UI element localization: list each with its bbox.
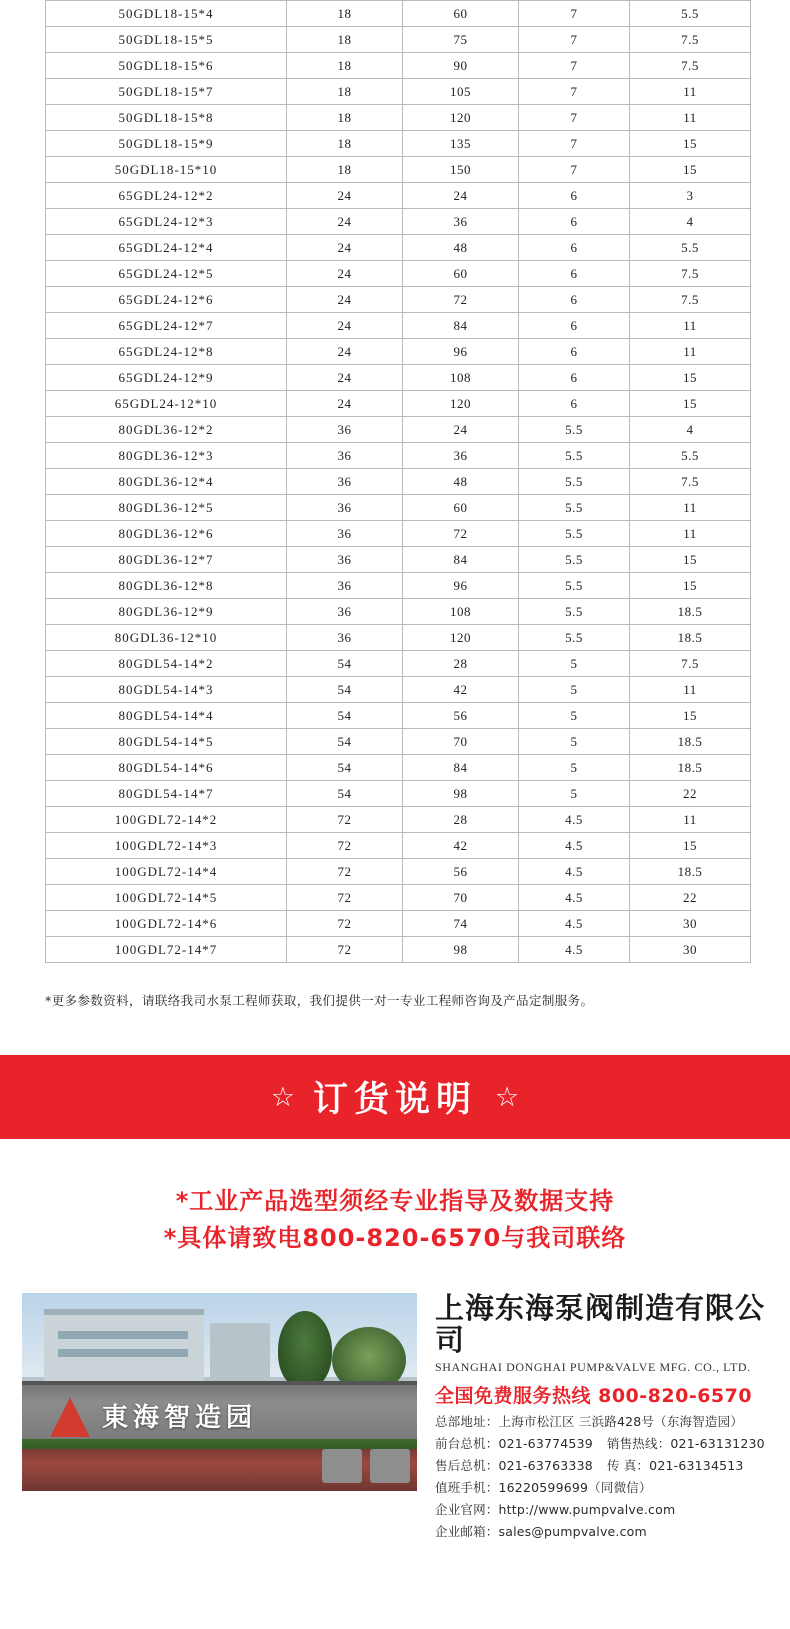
company-fax: 传 真：021-63134513 bbox=[606, 1458, 744, 1474]
table-cell: 150 bbox=[403, 157, 519, 183]
table-cell: 28 bbox=[403, 807, 519, 833]
table-cell: 74 bbox=[403, 911, 519, 937]
table-cell: 36 bbox=[287, 521, 403, 547]
table-cell: 80GDL54-14*4 bbox=[46, 703, 287, 729]
table-cell: 15 bbox=[630, 573, 751, 599]
table-row bbox=[46, 599, 751, 625]
table-row bbox=[46, 1, 751, 27]
table-cell: 50GDL18-15*4 bbox=[46, 1, 287, 27]
table-cell: 7.5 bbox=[630, 287, 751, 313]
table-cell: 4 bbox=[630, 417, 751, 443]
table-cell: 80GDL36-12*10 bbox=[46, 625, 287, 651]
table-cell: 11 bbox=[630, 521, 751, 547]
table-footnote: *更多参数资料，请联络我司水泵工程师获取，我们提供一对一专业工程师咨询及产品定制服务。 bbox=[45, 993, 594, 1008]
table-cell: 6 bbox=[519, 287, 630, 313]
table-cell: 22 bbox=[630, 885, 751, 911]
company-name-cn: 上海东海泵阀制造有限公司 bbox=[435, 1291, 766, 1358]
table-cell: 80GDL36-12*4 bbox=[46, 469, 287, 495]
photo-building-secondary bbox=[210, 1323, 270, 1381]
table-cell: 36 bbox=[287, 547, 403, 573]
company-info bbox=[417, 1293, 768, 1540]
table-cell: 50GDL18-15*6 bbox=[46, 53, 287, 79]
table-cell: 11 bbox=[630, 677, 751, 703]
table-cell: 54 bbox=[287, 703, 403, 729]
table-cell: 11 bbox=[630, 105, 751, 131]
pump-spec-table bbox=[45, 0, 751, 963]
table-cell: 84 bbox=[403, 755, 519, 781]
photo-planter-2 bbox=[370, 1449, 410, 1483]
table-row bbox=[46, 573, 751, 599]
table-cell: 50GDL18-15*9 bbox=[46, 131, 287, 157]
table-cell: 5 bbox=[519, 755, 630, 781]
table-cell: 90 bbox=[403, 53, 519, 79]
table-cell: 65GDL24-12*3 bbox=[46, 209, 287, 235]
table-row bbox=[46, 833, 751, 859]
table-row bbox=[46, 755, 751, 781]
table-cell: 3 bbox=[630, 183, 751, 209]
table-cell: 50GDL18-15*10 bbox=[46, 157, 287, 183]
table-cell: 6 bbox=[519, 391, 630, 417]
photo-planter-1 bbox=[322, 1449, 362, 1483]
table-row bbox=[46, 365, 751, 391]
table-cell: 65GDL24-12*2 bbox=[46, 183, 287, 209]
table-cell: 7 bbox=[519, 105, 630, 131]
table-cell: 15 bbox=[630, 365, 751, 391]
factory-photo bbox=[22, 1293, 417, 1491]
company-hotline: 全国免费服务热线 800-820-6570 bbox=[435, 1385, 753, 1408]
table-cell: 24 bbox=[287, 261, 403, 287]
table-cell: 36 bbox=[403, 209, 519, 235]
table-row bbox=[46, 651, 751, 677]
table-cell: 5 bbox=[519, 729, 630, 755]
table-cell: 54 bbox=[287, 729, 403, 755]
table-cell: 5.5 bbox=[519, 443, 630, 469]
table-cell: 70 bbox=[403, 885, 519, 911]
table-cell: 18.5 bbox=[630, 599, 751, 625]
table-cell: 4.5 bbox=[519, 911, 630, 937]
table-cell: 15 bbox=[630, 157, 751, 183]
table-cell: 11 bbox=[630, 79, 751, 105]
table-cell: 100GDL72-14*3 bbox=[46, 833, 287, 859]
table-cell: 36 bbox=[403, 443, 519, 469]
company-address: 总部地址：上海市松江区 三浜路428号（东海智造园） bbox=[435, 1414, 744, 1430]
table-row bbox=[46, 911, 751, 937]
table-cell: 7.5 bbox=[630, 651, 751, 677]
table-cell: 24 bbox=[287, 235, 403, 261]
table-cell: 18.5 bbox=[630, 625, 751, 651]
table-row bbox=[46, 469, 751, 495]
table-cell: 22 bbox=[630, 781, 751, 807]
table-row bbox=[46, 235, 751, 261]
table-cell: 80GDL54-14*5 bbox=[46, 729, 287, 755]
table-cell: 15 bbox=[630, 131, 751, 157]
table-cell: 108 bbox=[403, 599, 519, 625]
table-cell: 4.5 bbox=[519, 885, 630, 911]
table-cell: 72 bbox=[287, 911, 403, 937]
table-cell: 72 bbox=[287, 833, 403, 859]
table-cell: 72 bbox=[403, 521, 519, 547]
table-cell: 42 bbox=[403, 833, 519, 859]
table-cell: 5 bbox=[519, 651, 630, 677]
table-cell: 65GDL24-12*6 bbox=[46, 287, 287, 313]
table-cell: 18 bbox=[287, 53, 403, 79]
photo-park-name: 東海智造园 bbox=[102, 1403, 258, 1434]
table-row bbox=[46, 885, 751, 911]
table-cell: 65GDL24-12*5 bbox=[46, 261, 287, 287]
table-cell: 6 bbox=[519, 235, 630, 261]
table-cell: 48 bbox=[403, 235, 519, 261]
table-cell: 5.5 bbox=[519, 625, 630, 651]
company-phone-row-1 bbox=[435, 1434, 768, 1452]
star-icon-left: ☆ bbox=[270, 1081, 295, 1112]
table-cell: 24 bbox=[287, 391, 403, 417]
footer bbox=[0, 1293, 790, 1568]
table-row bbox=[46, 807, 751, 833]
table-cell: 24 bbox=[403, 183, 519, 209]
table-cell: 80GDL36-12*7 bbox=[46, 547, 287, 573]
table-row bbox=[46, 521, 751, 547]
company-email[interactable]: 企业邮箱：sales@pumpvalve.com bbox=[435, 1524, 647, 1540]
table-cell: 5.5 bbox=[519, 495, 630, 521]
table-cell: 5 bbox=[519, 703, 630, 729]
table-cell: 80GDL36-12*3 bbox=[46, 443, 287, 469]
table-cell: 15 bbox=[630, 391, 751, 417]
table-cell: 28 bbox=[403, 651, 519, 677]
table-cell: 7.5 bbox=[630, 27, 751, 53]
table-cell: 70 bbox=[403, 729, 519, 755]
table-row bbox=[46, 443, 751, 469]
table-cell: 4.5 bbox=[519, 833, 630, 859]
table-cell: 80GDL36-12*5 bbox=[46, 495, 287, 521]
table-row bbox=[46, 677, 751, 703]
table-cell: 11 bbox=[630, 495, 751, 521]
table-cell: 80GDL54-14*7 bbox=[46, 781, 287, 807]
table-cell: 15 bbox=[630, 703, 751, 729]
table-cell: 48 bbox=[403, 469, 519, 495]
table-row bbox=[46, 781, 751, 807]
table-cell: 4.5 bbox=[519, 937, 630, 963]
table-row bbox=[46, 495, 751, 521]
company-phone-row-2 bbox=[435, 1456, 768, 1474]
table-row bbox=[46, 417, 751, 443]
table-cell: 30 bbox=[630, 911, 751, 937]
table-cell: 50GDL18-15*5 bbox=[46, 27, 287, 53]
table-cell: 18 bbox=[287, 157, 403, 183]
order-notes bbox=[0, 1183, 790, 1257]
table-cell: 65GDL24-12*9 bbox=[46, 365, 287, 391]
table-row bbox=[46, 937, 751, 963]
table-cell: 11 bbox=[630, 339, 751, 365]
table-cell: 24 bbox=[287, 287, 403, 313]
table-cell: 18.5 bbox=[630, 755, 751, 781]
table-cell: 54 bbox=[287, 651, 403, 677]
order-note-line-1: *工业产品选型须经专业指导及数据支持 bbox=[175, 1187, 615, 1215]
table-cell: 36 bbox=[287, 599, 403, 625]
table-cell: 80GDL36-12*9 bbox=[46, 599, 287, 625]
table-cell: 18.5 bbox=[630, 729, 751, 755]
table-cell: 15 bbox=[630, 833, 751, 859]
table-cell: 120 bbox=[403, 625, 519, 651]
table-cell: 18 bbox=[287, 27, 403, 53]
table-cell: 24 bbox=[287, 339, 403, 365]
table-cell: 18.5 bbox=[630, 859, 751, 885]
table-cell: 84 bbox=[403, 547, 519, 573]
table-cell: 5.5 bbox=[519, 521, 630, 547]
table-row bbox=[46, 625, 751, 651]
table-cell: 75 bbox=[403, 27, 519, 53]
table-row bbox=[46, 53, 751, 79]
table-cell: 80GDL54-14*3 bbox=[46, 677, 287, 703]
table-cell: 5 bbox=[519, 781, 630, 807]
table-cell: 72 bbox=[287, 937, 403, 963]
table-cell: 96 bbox=[403, 339, 519, 365]
photo-building-main bbox=[44, 1309, 204, 1387]
table-row bbox=[46, 105, 751, 131]
table-cell: 80GDL36-12*6 bbox=[46, 521, 287, 547]
table-cell: 60 bbox=[403, 495, 519, 521]
table-cell: 84 bbox=[403, 313, 519, 339]
table-cell: 7 bbox=[519, 1, 630, 27]
table-cell: 18 bbox=[287, 131, 403, 157]
table-cell: 36 bbox=[287, 573, 403, 599]
table-cell: 7.5 bbox=[630, 53, 751, 79]
company-name-en: SHANGHAI DONGHAI PUMP&VALVE MFG. CO., LTD. bbox=[435, 1360, 751, 1375]
table-cell: 54 bbox=[287, 677, 403, 703]
table-cell: 100GDL72-14*6 bbox=[46, 911, 287, 937]
table-cell: 11 bbox=[630, 313, 751, 339]
table-cell: 24 bbox=[287, 365, 403, 391]
table-cell: 18 bbox=[287, 1, 403, 27]
table-cell: 5.5 bbox=[519, 599, 630, 625]
table-cell: 24 bbox=[403, 417, 519, 443]
table-cell: 100GDL72-14*5 bbox=[46, 885, 287, 911]
table-row bbox=[46, 79, 751, 105]
order-note-line-2: *具体请致电800-820-6570与我司联络 bbox=[163, 1224, 627, 1253]
table-row bbox=[46, 287, 751, 313]
table-cell: 6 bbox=[519, 261, 630, 287]
table-cell: 42 bbox=[403, 677, 519, 703]
company-website[interactable]: 企业官网：http://www.pumpvalve.com bbox=[435, 1502, 676, 1518]
table-cell: 7.5 bbox=[630, 469, 751, 495]
table-cell: 7 bbox=[519, 27, 630, 53]
table-cell: 24 bbox=[287, 209, 403, 235]
table-row bbox=[46, 209, 751, 235]
table-cell: 100GDL72-14*4 bbox=[46, 859, 287, 885]
table-cell: 98 bbox=[403, 937, 519, 963]
table-cell: 65GDL24-12*7 bbox=[46, 313, 287, 339]
table-cell: 5.5 bbox=[519, 547, 630, 573]
table-cell: 36 bbox=[287, 495, 403, 521]
table-cell: 36 bbox=[287, 417, 403, 443]
table-cell: 6 bbox=[519, 183, 630, 209]
table-row bbox=[46, 391, 751, 417]
table-cell: 7 bbox=[519, 79, 630, 105]
table-row bbox=[46, 339, 751, 365]
table-row bbox=[46, 859, 751, 885]
table-cell: 60 bbox=[403, 1, 519, 27]
company-after-sales: 售后总机：021-63763338 bbox=[435, 1458, 593, 1474]
table-cell: 36 bbox=[287, 625, 403, 651]
table-row bbox=[46, 547, 751, 573]
table-cell: 15 bbox=[630, 547, 751, 573]
table-cell: 65GDL24-12*8 bbox=[46, 339, 287, 365]
table-cell: 96 bbox=[403, 573, 519, 599]
company-front-desk: 前台总机：021-63774539 bbox=[435, 1436, 593, 1452]
table-cell: 7 bbox=[519, 131, 630, 157]
table-cell: 100GDL72-14*7 bbox=[46, 937, 287, 963]
table-cell: 100GDL72-14*2 bbox=[46, 807, 287, 833]
company-sales: 销售热线：021-63131230 bbox=[606, 1436, 765, 1452]
table-row bbox=[46, 131, 751, 157]
company-mobile: 值班手机：16220599699（同微信） bbox=[435, 1480, 652, 1496]
table-row bbox=[46, 183, 751, 209]
table-cell: 24 bbox=[287, 183, 403, 209]
table-row bbox=[46, 157, 751, 183]
table-cell: 54 bbox=[287, 781, 403, 807]
table-cell: 105 bbox=[403, 79, 519, 105]
table-cell: 65GDL24-12*10 bbox=[46, 391, 287, 417]
table-cell: 5.5 bbox=[630, 235, 751, 261]
table-cell: 7 bbox=[519, 157, 630, 183]
table-cell: 7 bbox=[519, 53, 630, 79]
table-cell: 60 bbox=[403, 261, 519, 287]
table-row bbox=[46, 27, 751, 53]
table-cell: 6 bbox=[519, 365, 630, 391]
table-cell: 6 bbox=[519, 339, 630, 365]
table-cell: 72 bbox=[287, 885, 403, 911]
table-cell: 135 bbox=[403, 131, 519, 157]
table-cell: 50GDL18-15*8 bbox=[46, 105, 287, 131]
table-cell: 5.5 bbox=[630, 1, 751, 27]
table-cell: 72 bbox=[403, 287, 519, 313]
table-cell: 6 bbox=[519, 209, 630, 235]
table-cell: 5.5 bbox=[630, 443, 751, 469]
table-row bbox=[46, 261, 751, 287]
table-cell: 56 bbox=[403, 703, 519, 729]
table-cell: 120 bbox=[403, 391, 519, 417]
table-cell: 6 bbox=[519, 313, 630, 339]
table-cell: 4 bbox=[630, 209, 751, 235]
photo-tree-1 bbox=[278, 1311, 332, 1389]
table-cell: 5.5 bbox=[519, 573, 630, 599]
banner-title: 订货说明 bbox=[312, 1080, 477, 1120]
photo-window-row-1 bbox=[58, 1331, 188, 1339]
table-cell: 72 bbox=[287, 807, 403, 833]
table-cell: 5.5 bbox=[519, 417, 630, 443]
photo-window-row-2 bbox=[58, 1349, 188, 1357]
table-cell: 30 bbox=[630, 937, 751, 963]
table-cell: 108 bbox=[403, 365, 519, 391]
table-cell: 98 bbox=[403, 781, 519, 807]
table-cell: 50GDL18-15*7 bbox=[46, 79, 287, 105]
table-row bbox=[46, 729, 751, 755]
table-cell: 80GDL36-12*2 bbox=[46, 417, 287, 443]
table-cell: 4.5 bbox=[519, 859, 630, 885]
table-cell: 80GDL36-12*8 bbox=[46, 573, 287, 599]
table-cell: 5 bbox=[519, 677, 630, 703]
order-instructions-banner bbox=[0, 1055, 790, 1139]
table-cell: 5.5 bbox=[519, 469, 630, 495]
table-cell: 11 bbox=[630, 807, 751, 833]
table-row bbox=[46, 313, 751, 339]
table-row bbox=[46, 703, 751, 729]
table-cell: 65GDL24-12*4 bbox=[46, 235, 287, 261]
table-cell: 36 bbox=[287, 443, 403, 469]
table-cell: 18 bbox=[287, 79, 403, 105]
table-cell: 72 bbox=[287, 859, 403, 885]
table-cell: 4.5 bbox=[519, 807, 630, 833]
table-cell: 54 bbox=[287, 755, 403, 781]
star-icon-right: ☆ bbox=[495, 1081, 520, 1112]
table-cell: 120 bbox=[403, 105, 519, 131]
table-cell: 36 bbox=[287, 469, 403, 495]
table-cell: 18 bbox=[287, 105, 403, 131]
table-cell: 24 bbox=[287, 313, 403, 339]
table-cell: 7.5 bbox=[630, 261, 751, 287]
table-cell: 56 bbox=[403, 859, 519, 885]
table-cell: 80GDL54-14*2 bbox=[46, 651, 287, 677]
table-cell: 80GDL54-14*6 bbox=[46, 755, 287, 781]
